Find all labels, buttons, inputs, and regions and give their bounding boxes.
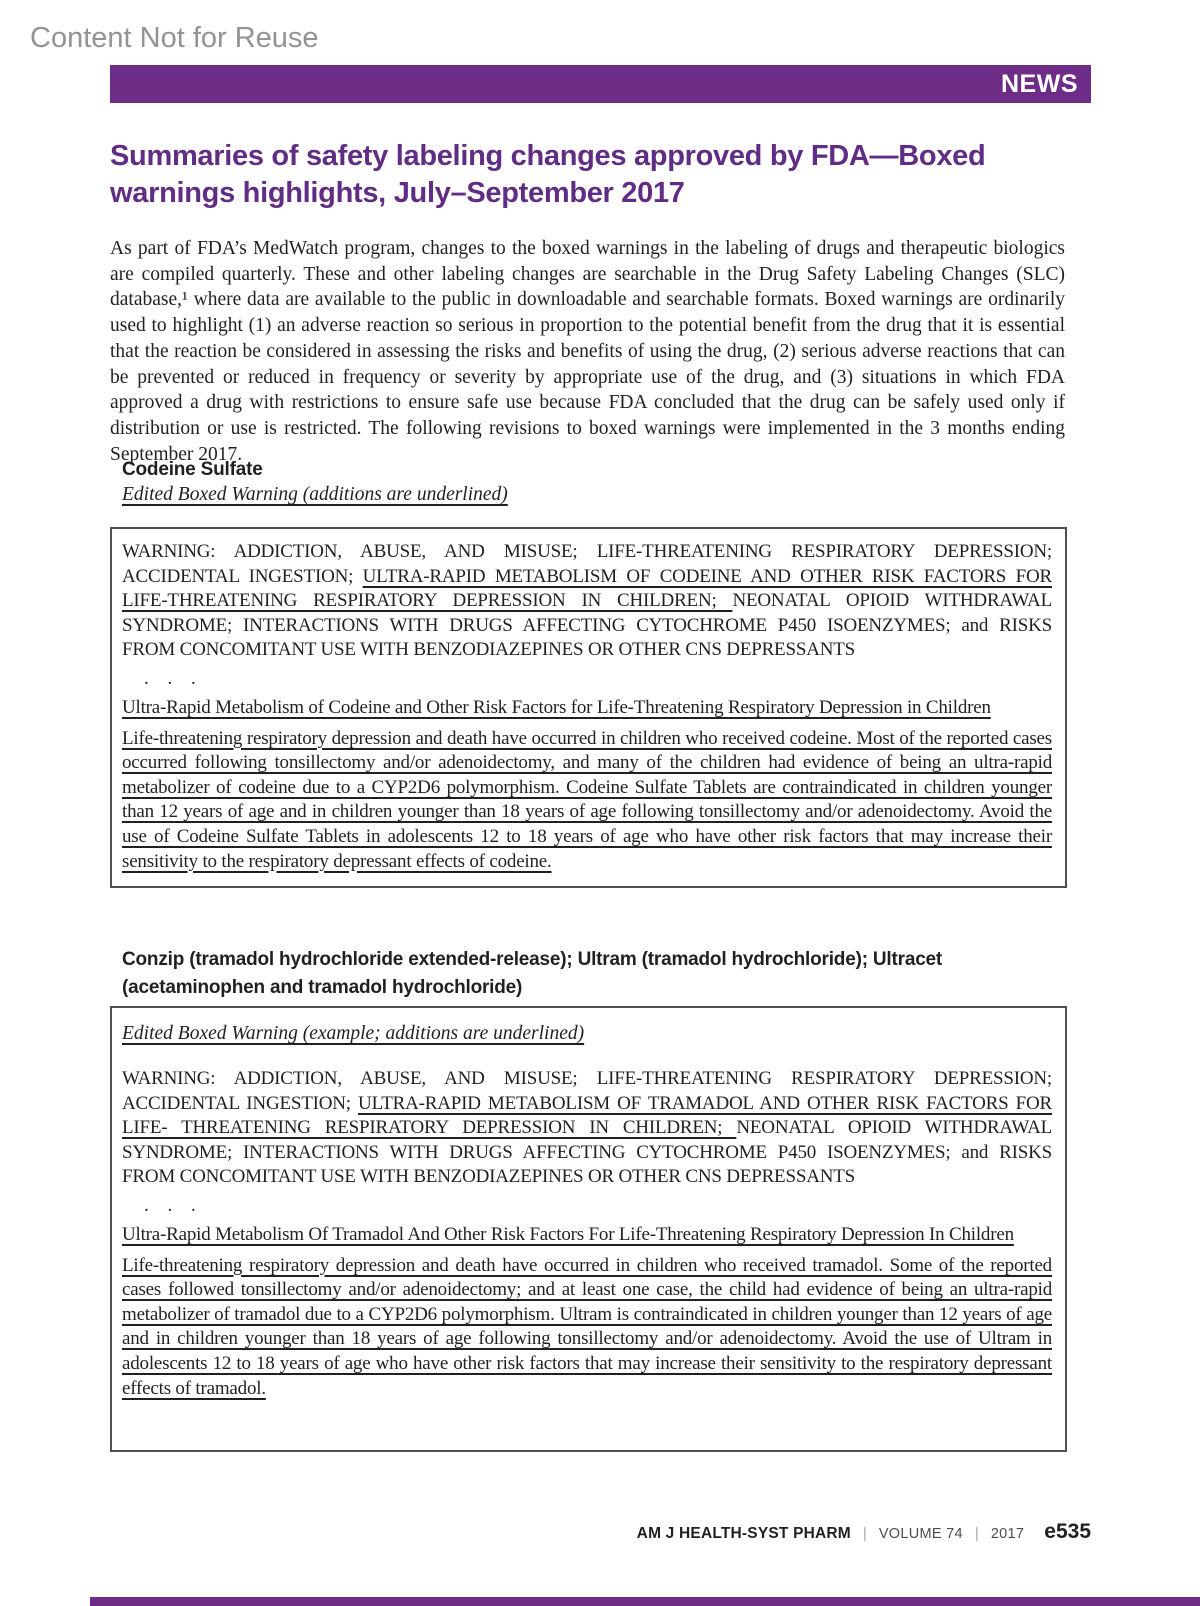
intro-paragraph: As part of FDA’s MedWatch program, changes to the boxed warnings in the labeling of drugs and therapeutic biologics are compiled quarterly. These and other labeling changes are searchable in the Drug Safety Labeling Changes (SLC) database,¹ where data are available to the public in downloadable and searchable formats. Boxed warnings are ordinarily used to highlight (1) an adverse reaction so serious in proportion to the potential benefit from the drug that it is essential that the reaction be considered in assessing the risks and benefits of using the drug, (2) serious adverse reactions that can be prevented or reduced in frequency or severity by appropriate use of the drug, and (3) situations in which FDA approved a drug with restrictions to ensure safe use because FDA concluded that the drug can be safely used only if distribution or use is restricted. The following revisions to boxed warnings were implemented in the 3 months ending September 2017.: [110, 238, 1065, 465]
boxed-warning-codeine: [110, 527, 1067, 888]
footer-separator: |: [974, 1525, 979, 1542]
journal-footer: [110, 1520, 1091, 1544]
warning-text-post: NEONATAL OPIOID WITHDRAWAL SYNDROME; INTERACTIONS WITH DRUGS AFFECTING CYTOCHROME P450 ISOENZYMES; and RISKS FROM CONCOMITANT USE WITH BENZODIAZEPINES OR OTHER CNS DEPRESSANTS: [122, 590, 1052, 661]
footer-separator: |: [862, 1525, 867, 1542]
ellipsis-marker: . . .: [144, 1194, 196, 1216]
news-banner: [110, 65, 1091, 103]
page-number: e535: [1044, 1520, 1091, 1543]
warning-body-tramadol: Life-threatening respiratory depression and death have occurred in children who received tramadol. Some of the reported cases followed tonsillectomy and/or adenoidectomy; and at least one case, the child had evidence of being an ultra-rapid metabolizer of tramadol due to a CYP2D6 polymorphism. Ultram is contraindicated in children younger than 12 years of age and in children younger than 18 years of age following tonsillectomy and/or adenoidectomy. Avoid the use of Ultram in adolescents 12 to 18 years of age who have other risk factors that may increase their sensitivity to the respiratory depressant effects of tramadol.: [122, 1254, 1052, 1399]
warning-body-codeine: Life-threatening respiratory depression and death have occurred in children who received codeine. Most of the reported cases occurred following tonsillectomy and/or adenoidectomy, and many of the children had evidence of being an ultra-rapid metabolizer of codeine due to a CYP2D6 polymorphism. Codeine Sulfate Tablets are contraindicated in children younger than 12 years of age and in children younger than 18 years of age following tonsillectomy and/or adenoidectomy. Avoid the use of Codeine Sulfate Tablets in adolescents 12 to 18 years of age who have other risk factors that may increase their sensitivity to the respiratory depressant effects of codeine.: [122, 727, 1052, 872]
news-banner-label: NEWS: [1001, 69, 1078, 98]
warning-subheading-codeine: Ultra-Rapid Metabolism of Codeine and Other Risk Factors for Life-Threatening Respiratory Depression in Children: [122, 696, 991, 718]
page-title: [110, 138, 1040, 212]
year-label: 2017: [990, 1526, 1025, 1542]
warning-text-underlined-addition: ULTRA-RAPID METABOLISM OF CODEINE AND OTHER RISK FACTORS FOR LIFE-THREATENING RESPIRATORY DEPRESSION IN CHILDREN;: [122, 565, 1052, 612]
drug-heading-codeine: Codeine Sulfate: [122, 459, 263, 480]
page-title-line2: warnings highlights, July–September 2017: [110, 177, 685, 209]
drug-heading-tramadol: Conzip (tramadol hydrochloride extended-release); Ultram (tramadol hydrochloride); Ultracet (acetaminophen and tramadol hydrochloride): [122, 949, 943, 998]
warning-text-post: NEONATAL OPIOID WITHDRAWAL SYNDROME; INTERACTIONS WITH DRUGS AFFECTING CYTOCHROME P450 ISOENZYMES; and RISKS FROM CONCOMITANT USE WITH BENZODIAZEPINES OR OTHER CNS DEPRESSANTS: [122, 1117, 1052, 1188]
page-title-line1: Summaries of safety labeling changes approved by FDA—Boxed: [110, 140, 986, 172]
warning-statement-codeine: [122, 540, 1052, 663]
volume-label: VOLUME 74: [878, 1526, 963, 1542]
ellipsis-marker: . . .: [144, 667, 196, 689]
warning-subheading-tramadol: Ultra-Rapid Metabolism Of Tramadol And Other Risk Factors For Life-Threatening Respiratory Depression In Children: [122, 1223, 1014, 1245]
warning-text-underlined-addition: ULTRA-RAPID METABOLISM OF TRAMADOL AND OTHER RISK FACTORS FOR LIFE- THREATENING RESPIRATORY DEPRESSION IN CHILDREN;: [122, 1092, 1052, 1139]
warning-statement-tramadol: [122, 1067, 1052, 1190]
edited-warning-note-codeine: Edited Boxed Warning (additions are underlined): [122, 484, 508, 505]
warning-text-pre: WARNING: ADDICTION, ABUSE, AND MISUSE; LIFE-THREATENING RESPIRATORY DEPRESSION; ACCIDENTAL INGESTION;: [122, 1068, 1052, 1114]
warning-text-pre: WARNING: ADDICTION, ABUSE, AND MISUSE; LIFE-THREATENING RESPIRATORY DEPRESSION; ACCIDENTAL INGESTION;: [122, 541, 1052, 587]
watermark-text: Content Not for Reuse: [30, 22, 319, 54]
edited-warning-note-tramadol: Edited Boxed Warning (example; additions are underlined): [122, 1023, 585, 1044]
journal-name: AM J HEALTH-SYST PHARM: [636, 1525, 851, 1542]
bottom-rule: [90, 1597, 1200, 1606]
boxed-warning-tramadol: [110, 1006, 1067, 1452]
